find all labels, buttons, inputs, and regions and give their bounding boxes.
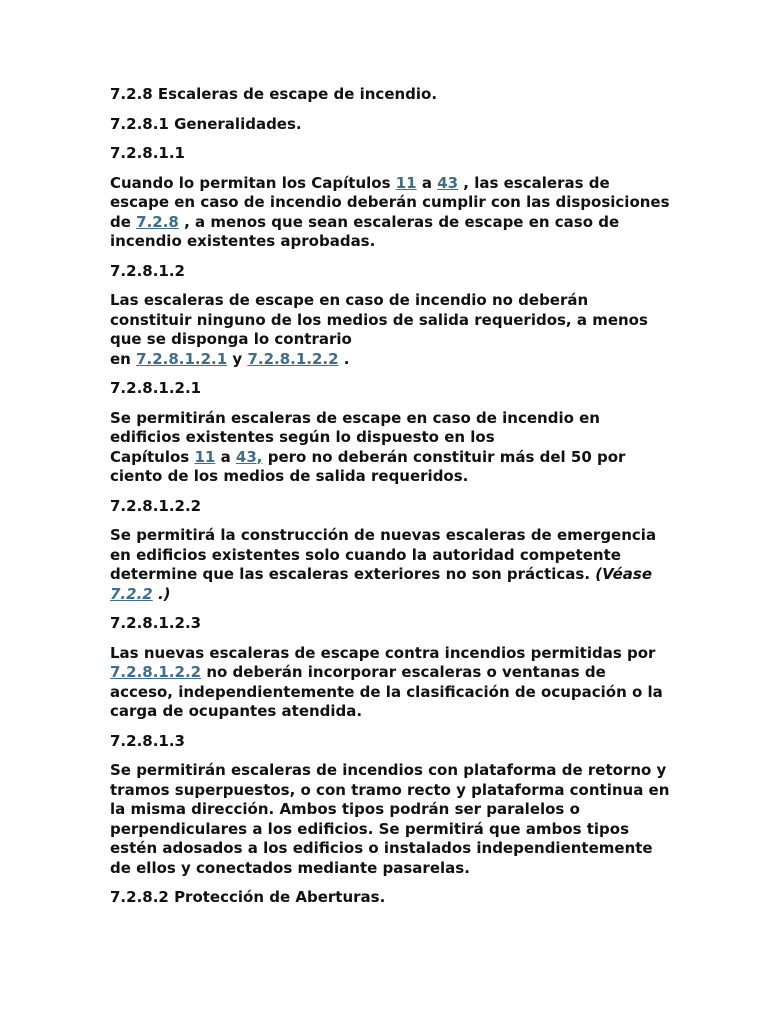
section-7-2-8-1-2-1-link[interactable]: 7.2.8.1.2.1 [136, 349, 228, 368]
clause-text-part: pero no deberán constituir más del 50 por ciento de los medios de salida requeridos. [110, 447, 626, 485]
clause-text-part: a [215, 447, 236, 466]
clause-text-part: Se permitirán escaleras de escape en caso de incendio en edificios existentes según lo dispuesto en los [110, 408, 600, 446]
section-heading-proteccion-aberturas: 7.2.8.2 Protección de Aberturas. [110, 888, 386, 906]
clause-text-part: Capítulos [110, 447, 195, 466]
section-7-2-8-link[interactable]: 7.2.8 [136, 212, 179, 231]
section-heading-generalidades: 7.2.8.1 Generalidades. [110, 114, 302, 133]
clause-text-part: Las nuevas escaleras de escape contra incendios permitidas por [110, 643, 656, 662]
chapter-43-link[interactable]: 43, [235, 447, 263, 466]
clause-text-part: Cuando lo permitan los Capítulos [110, 173, 396, 192]
section-7-2-8-1-2-2-link[interactable]: 7.2.8.1.2.2 [247, 349, 339, 368]
clause-text-7-2-8-1-1 [110, 174, 670, 252]
section-heading-7-2-8: 7.2.8 Escaleras de escape de incendio. [110, 85, 438, 103]
clause-text-7-2-8-1-3 [110, 761, 670, 878]
chapter-11-link[interactable]: 11 [194, 447, 216, 466]
clause-text-part: Las escaleras de escape en caso de incendio no deberán constituir ninguno de los medios de salida requeridos, a menos que se disponga lo contrario [110, 291, 648, 348]
chapter-11-link[interactable]: 11 [395, 173, 417, 192]
clause-number-7-2-8-1-1: 7.2.8.1.1 [110, 144, 185, 162]
see-reference-close: .) [152, 584, 171, 603]
clause-text-part: Se permitirán escaleras de incendios con plataforma de retorno y tramos superpuestos, o con tramo recto y plataforma continua en la misma dirección. Ambos tipos podrán ser paralelos o perpendiculares a los edificios. Se permitirá que ambos tipos estén adosados a los edificios o instalados independientemente de ellos y conectados mediante pasarelas. [110, 761, 670, 877]
clause-text-7-2-8-1-2-3 [110, 644, 670, 722]
clause-text-part: , a menos que sean escaleras de escape en caso de incendio existentes aprobadas. [110, 212, 620, 250]
clause-number-7-2-8-1-2: 7.2.8.1.2 [110, 261, 185, 280]
section-7-2-2-link[interactable]: 7.2.2 [110, 584, 153, 603]
chapter-43-link[interactable]: 43 [437, 173, 459, 192]
clause-text-part: a [416, 173, 438, 192]
clause-number-7-2-8-1-3: 7.2.8.1.3 [110, 731, 185, 750]
clause-text-7-2-8-1-2-1 [110, 409, 670, 487]
clause-text-part: Se permitirá la construcción de nuevas escaleras de emergencia en edificios existentes solo cuando la autoridad competente determine que las escaleras exteriores no son prácticas. [110, 526, 657, 583]
clause-text-part: . [338, 349, 350, 368]
clause-number-7-2-8-1-2-1: 7.2.8.1.2.1 [110, 379, 202, 397]
document-body [110, 85, 670, 918]
clause-number-7-2-8-1-2-3: 7.2.8.1.2.3 [110, 614, 202, 632]
clause-text-part: y [227, 349, 248, 368]
clause-text-part: en [110, 349, 137, 368]
clause-text-7-2-8-1-2-2 [110, 526, 670, 604]
clause-text-part: , las escaleras de escape en caso de incendio deberán cumplir con las disposiciones de [110, 173, 670, 231]
section-7-2-8-1-2-2-link[interactable]: 7.2.8.1.2.2 [110, 663, 202, 681]
clause-text-7-2-8-1-2 [110, 291, 670, 369]
see-reference-open: (Véase [595, 565, 653, 583]
clause-number-7-2-8-1-2-2: 7.2.8.1.2.2 [110, 496, 202, 515]
clause-text-part: no deberán incorporar escaleras o ventanas de acceso, independientemente de la clasificación de ocupación o la carga de ocupantes atendida. [110, 663, 663, 720]
